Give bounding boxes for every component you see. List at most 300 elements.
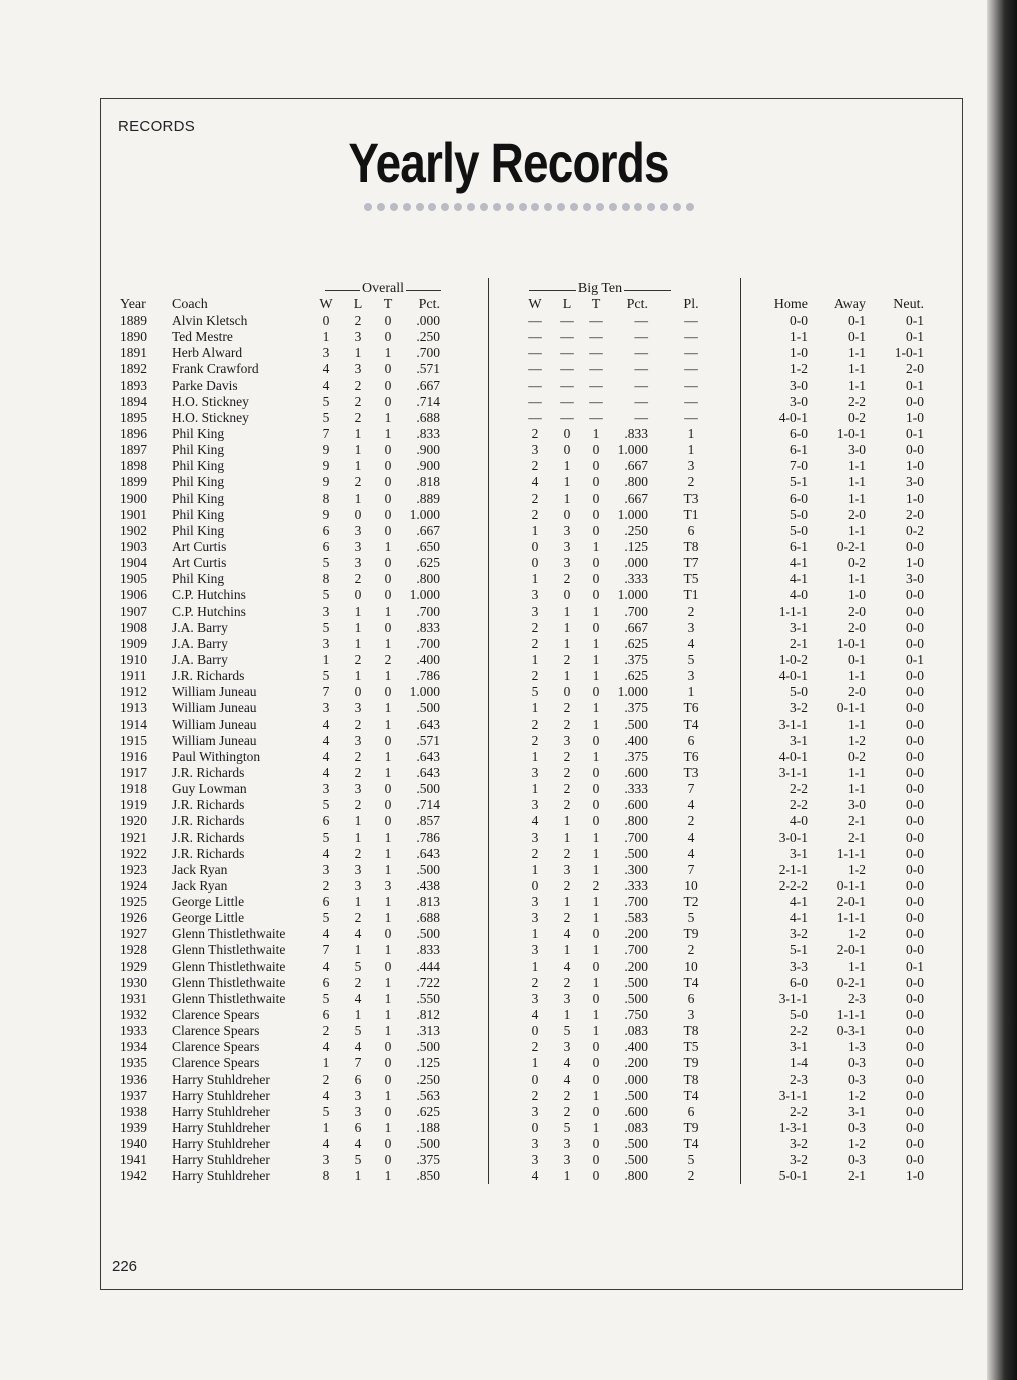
- divider-dot: [441, 203, 449, 211]
- home-cell: 4-0: [790, 587, 808, 603]
- table-row: [0, 571, 1017, 587]
- bigten-w-cell: 1: [531, 651, 539, 667]
- bigten-l-cell: 1: [563, 894, 571, 910]
- coach-cell: Harry Stuhldreher: [172, 1168, 270, 1184]
- coach-cell: Phil King: [172, 442, 225, 458]
- overall-w-cell: 5: [322, 990, 330, 1006]
- overall-group-label: Overall: [362, 281, 404, 296]
- overall-l-cell: 1: [354, 829, 362, 845]
- table-row: [0, 894, 1017, 910]
- bigten-w-cell: 2: [531, 716, 539, 732]
- bigten-pct-cell: 1.000: [617, 684, 648, 700]
- overall-pct-cell: .812: [416, 1007, 440, 1023]
- overall-pct-cell: .625: [416, 555, 440, 571]
- year-cell: 1936: [120, 1071, 147, 1087]
- home-cell: 3-1: [790, 845, 808, 861]
- home-cell: 3-1: [790, 732, 808, 748]
- bigten-pct-cell: —: [634, 329, 648, 345]
- overall-w-cell: 4: [322, 1087, 330, 1103]
- bigten-t-cell: —: [589, 345, 603, 361]
- neutral-cell: 0-0: [906, 1136, 924, 1152]
- overall-t-cell: 0: [384, 732, 392, 748]
- table-row: [0, 329, 1017, 345]
- home-cell: 3-1: [790, 1039, 808, 1055]
- bigten-w-cell: 3: [531, 442, 539, 458]
- bigten-t-cell: 0: [592, 506, 600, 522]
- coach-cell: George Little: [172, 910, 245, 926]
- place-cell: 3: [687, 668, 695, 684]
- table-row: [0, 394, 1017, 410]
- bigten-l-cell: 0: [563, 684, 571, 700]
- place-cell: 4: [687, 829, 695, 845]
- overall-t-cell: 1: [384, 1168, 392, 1184]
- bigten-pct-cell: .333: [624, 877, 648, 893]
- table-row: [0, 1007, 1017, 1023]
- bigten-t-cell: 2: [592, 877, 600, 893]
- place-cell: T3: [683, 764, 699, 780]
- place-cell: 1: [687, 425, 695, 441]
- place-cell: 7: [687, 781, 695, 797]
- overall-w-cell: 4: [322, 361, 330, 377]
- away-cell: 0-2-1: [836, 538, 866, 554]
- bigten-pct-cell: .333: [624, 781, 648, 797]
- bigten-l-cell: 1: [563, 1007, 571, 1023]
- overall-t-cell: 0: [384, 813, 392, 829]
- overall-w-cell: 3: [322, 861, 330, 877]
- overall-t-cell: 2: [384, 651, 392, 667]
- bigten-pct-cell: 1.000: [617, 587, 648, 603]
- table-row: [0, 959, 1017, 975]
- place-cell: 1: [687, 684, 695, 700]
- home-cell: 7-0: [790, 458, 808, 474]
- coach-cell: Harry Stuhldreher: [172, 1071, 270, 1087]
- bigten-t-cell: 1: [592, 668, 600, 684]
- overall-pct-cell: .250: [416, 1071, 440, 1087]
- bigten-l-cell: 3: [563, 990, 571, 1006]
- place-cell: 2: [687, 813, 695, 829]
- overall-w-cell: 5: [322, 409, 330, 425]
- away-cell: 1-1: [848, 764, 866, 780]
- bigten-w-cell: 0: [531, 538, 539, 554]
- place-cell: 7: [687, 861, 695, 877]
- overall-pct-cell: .786: [416, 829, 440, 845]
- coach-cell: Ted Mestre: [172, 329, 233, 345]
- overall-l-cell: 2: [354, 910, 362, 926]
- divider-dot: [467, 203, 475, 211]
- table-row: [0, 878, 1017, 894]
- bigten-t-cell: —: [589, 313, 603, 328]
- overall-t-cell: 0: [384, 393, 392, 409]
- section-label: RECORDS: [118, 118, 196, 135]
- overall-w-cell: 9: [322, 506, 330, 522]
- overall-l-cell: 6: [354, 1071, 362, 1087]
- overall-w-cell: 6: [322, 894, 330, 910]
- overall-w-cell: 5: [322, 619, 330, 635]
- overall-l-cell: 3: [354, 781, 362, 797]
- home-cell: 2-2: [790, 1023, 808, 1039]
- overall-t-cell: 1: [384, 538, 392, 554]
- coach-cell: J.A. Barry: [172, 651, 228, 667]
- neutral-cell: 0-0: [906, 442, 924, 458]
- home-cell: 5-0: [790, 1007, 808, 1023]
- overall-w-cell: 9: [322, 458, 330, 474]
- away-cell: 0-2: [848, 555, 866, 571]
- overall-t-cell: 1: [384, 345, 392, 361]
- bigten-w-cell: 3: [531, 829, 539, 845]
- away-cell: 0-3: [848, 1071, 866, 1087]
- overall-t-cell: 0: [384, 506, 392, 522]
- bigten-w-cell: 1: [531, 958, 539, 974]
- home-cell: 3-1-1: [778, 990, 808, 1006]
- neutral-cell: 0-0: [906, 910, 924, 926]
- home-cell: 5-1: [790, 474, 808, 490]
- bigten-pct-cell: .625: [624, 635, 648, 651]
- coach-cell: J.A. Barry: [172, 635, 228, 651]
- overall-t-cell: 1: [384, 748, 392, 764]
- overall-w-cell: 8: [322, 490, 330, 506]
- neutral-cell: 0-0: [906, 845, 924, 861]
- divider-dot: [364, 203, 372, 211]
- bigten-t-cell: 1: [592, 1007, 600, 1023]
- place-cell: 2: [687, 1168, 695, 1184]
- home-cell: 5-1: [790, 942, 808, 958]
- bigten-t-cell: 0: [592, 684, 600, 700]
- overall-pct-cell: .550: [416, 990, 440, 1006]
- bigten-l-cell: 1: [563, 829, 571, 845]
- bigten-l-cell: 3: [563, 1152, 571, 1168]
- overall-pct-cell: .889: [416, 490, 440, 506]
- overall-l-cell: 3: [354, 329, 362, 345]
- table-row: [0, 361, 1017, 377]
- bigten-w-cell: 1: [531, 748, 539, 764]
- table-row: [0, 410, 1017, 426]
- overall-pct-cell: .313: [416, 1023, 440, 1039]
- place-cell: 5: [687, 651, 695, 667]
- bigten-t-cell: 1: [592, 748, 600, 764]
- neutral-cell: 0-0: [906, 1007, 924, 1023]
- table-row: [0, 926, 1017, 942]
- overall-pct-cell: .444: [416, 958, 440, 974]
- home-cell: 5-0: [790, 522, 808, 538]
- place-cell: —: [684, 329, 698, 345]
- bigten-pct-cell: .667: [624, 490, 648, 506]
- overall-l-cell: 0: [354, 684, 362, 700]
- bigten-l-cell: —: [560, 377, 574, 393]
- overall-t-cell: 1: [384, 603, 392, 619]
- place-cell: —: [684, 361, 698, 377]
- bigten-pct-cell: .700: [624, 942, 648, 958]
- away-cell: 0-1: [848, 313, 866, 328]
- bigten-pct-cell: —: [634, 313, 648, 328]
- home-cell: 4-1: [790, 555, 808, 571]
- overall-t-cell: 0: [384, 1071, 392, 1087]
- coach-cell: Clarence Spears: [172, 1039, 260, 1055]
- overall-l-cell: 1: [354, 345, 362, 361]
- page-number: 226: [112, 1258, 138, 1275]
- bigten-l-cell: 1: [563, 474, 571, 490]
- home-cell: 2-1: [790, 635, 808, 651]
- home-cell: 1-2: [790, 361, 808, 377]
- overall-pct-cell: .438: [416, 877, 440, 893]
- overall-t-cell: 0: [384, 1152, 392, 1168]
- bigten-t-cell: 0: [592, 1136, 600, 1152]
- divider-dot: [454, 203, 462, 211]
- year-cell: 1899: [120, 474, 147, 490]
- divider-dot: [647, 203, 655, 211]
- bigten-l-cell: 3: [563, 522, 571, 538]
- bigten-t-cell: 0: [592, 990, 600, 1006]
- home-cell: 2-2: [790, 797, 808, 813]
- bigten-pct-cell: .400: [624, 1039, 648, 1055]
- table-row: [0, 991, 1017, 1007]
- overall-w-cell: 2: [322, 1071, 330, 1087]
- col-header-overall-t: T: [383, 297, 393, 312]
- bigten-l-cell: 0: [563, 425, 571, 441]
- bigten-pct-cell: .200: [624, 1055, 648, 1071]
- year-cell: 1918: [120, 781, 147, 797]
- bigten-t-cell: 0: [592, 781, 600, 797]
- bigten-t-cell: 0: [592, 571, 600, 587]
- overall-pct-cell: .643: [416, 845, 440, 861]
- home-cell: 2-2: [790, 781, 808, 797]
- table-row: [0, 1136, 1017, 1152]
- overall-l-cell: 3: [354, 732, 362, 748]
- bigten-t-cell: 0: [592, 474, 600, 490]
- bigten-pct-cell: .667: [624, 619, 648, 635]
- bigten-l-cell: 2: [563, 700, 571, 716]
- neutral-cell: 0-0: [906, 894, 924, 910]
- overall-pct-cell: .188: [416, 1120, 440, 1136]
- overall-l-cell: 3: [354, 555, 362, 571]
- overall-t-cell: 1: [384, 829, 392, 845]
- home-cell: 6-0: [790, 974, 808, 990]
- neutral-cell: 0-0: [906, 587, 924, 603]
- table-row: [0, 1120, 1017, 1136]
- table-row: [0, 668, 1017, 684]
- divider-dot: [531, 203, 539, 211]
- bigten-pct-cell: .833: [624, 425, 648, 441]
- overall-t-cell: 0: [384, 684, 392, 700]
- coach-cell: William Juneau: [172, 684, 257, 700]
- neutral-cell: 0-0: [906, 926, 924, 942]
- bigten-pct-cell: —: [634, 361, 648, 377]
- place-cell: 3: [687, 619, 695, 635]
- overall-t-cell: 0: [384, 797, 392, 813]
- year-cell: 1939: [120, 1120, 147, 1136]
- coach-cell: Jack Ryan: [172, 861, 228, 877]
- bigten-pct-cell: .600: [624, 797, 648, 813]
- table-row: [0, 942, 1017, 958]
- bigten-t-cell: 1: [592, 894, 600, 910]
- divider-dot: [390, 203, 398, 211]
- home-cell: 2-2-2: [778, 877, 808, 893]
- year-cell: 1930: [120, 974, 147, 990]
- overall-t-cell: 0: [384, 1136, 392, 1152]
- coach-cell: Harry Stuhldreher: [172, 1136, 270, 1152]
- away-cell: 1-1: [848, 781, 866, 797]
- bigten-l-cell: 4: [563, 958, 571, 974]
- overall-t-cell: 0: [384, 329, 392, 345]
- year-cell: 1928: [120, 942, 147, 958]
- bigten-w-cell: 3: [531, 1152, 539, 1168]
- bigten-pct-cell: .400: [624, 732, 648, 748]
- overall-w-cell: 4: [322, 1039, 330, 1055]
- home-cell: 5-0-1: [778, 1168, 808, 1184]
- neutral-cell: 0-2: [906, 522, 924, 538]
- bigten-l-cell: 2: [563, 764, 571, 780]
- bigten-t-cell: 0: [592, 732, 600, 748]
- home-cell: 3-0-1: [778, 829, 808, 845]
- bigten-w-cell: 0: [531, 1023, 539, 1039]
- overall-w-cell: 5: [322, 555, 330, 571]
- bigten-w-cell: 3: [531, 1136, 539, 1152]
- coach-cell: Glenn Thistlethwaite: [172, 958, 286, 974]
- bigten-t-cell: 0: [592, 958, 600, 974]
- bigten-w-cell: 1: [531, 926, 539, 942]
- coach-cell: J.R. Richards: [172, 668, 245, 684]
- table-row: [0, 733, 1017, 749]
- table-row: [0, 765, 1017, 781]
- year-cell: 1919: [120, 797, 147, 813]
- bigten-w-cell: 2: [531, 490, 539, 506]
- overall-t-cell: 1: [384, 409, 392, 425]
- bigten-t-cell: —: [589, 361, 603, 377]
- table-row: [0, 426, 1017, 442]
- overall-t-cell: 1: [384, 1087, 392, 1103]
- overall-pct-cell: .625: [416, 1103, 440, 1119]
- year-cell: 1910: [120, 651, 147, 667]
- bigten-l-cell: 1: [563, 668, 571, 684]
- neutral-cell: 3-0: [906, 474, 924, 490]
- bigten-pct-cell: —: [634, 409, 648, 425]
- overall-t-cell: 0: [384, 361, 392, 377]
- bigten-t-cell: 0: [592, 764, 600, 780]
- bigten-t-cell: —: [589, 329, 603, 345]
- bigten-pct-cell: .125: [624, 538, 648, 554]
- bigten-w-cell: 0: [531, 1071, 539, 1087]
- col-header-away: Away: [833, 297, 866, 312]
- coach-cell: H.O. Stickney: [172, 409, 249, 425]
- overall-t-cell: 0: [384, 781, 392, 797]
- bigten-pct-cell: .250: [624, 522, 648, 538]
- overall-l-cell: 2: [354, 474, 362, 490]
- overall-l-cell: 1: [354, 619, 362, 635]
- overall-l-cell: 1: [354, 942, 362, 958]
- bigten-t-cell: —: [589, 377, 603, 393]
- away-cell: 2-1: [848, 813, 866, 829]
- bigten-w-cell: 1: [531, 1055, 539, 1071]
- home-cell: 4-0-1: [778, 409, 808, 425]
- bigten-t-cell: —: [589, 409, 603, 425]
- overall-pct-cell: .000: [416, 313, 440, 328]
- year-cell: 1942: [120, 1168, 147, 1184]
- place-cell: 6: [687, 1103, 695, 1119]
- away-cell: 0-1-1: [836, 700, 866, 716]
- overall-w-cell: 4: [322, 926, 330, 942]
- home-cell: 3-1-1: [778, 1087, 808, 1103]
- col-header-bigten-pct: Pct.: [626, 297, 648, 312]
- home-cell: 1-0-2: [778, 651, 808, 667]
- year-cell: 1931: [120, 990, 147, 1006]
- table-row: [0, 1023, 1017, 1039]
- overall-w-cell: 4: [322, 377, 330, 393]
- place-cell: T3: [683, 490, 699, 506]
- col-header-neutral: Neut.: [893, 297, 924, 312]
- neutral-cell: 0-0: [906, 813, 924, 829]
- overall-w-cell: 6: [322, 538, 330, 554]
- bigten-pct-cell: .500: [624, 974, 648, 990]
- coach-cell: Phil King: [172, 425, 225, 441]
- place-cell: —: [684, 409, 698, 425]
- coach-cell: J.R. Richards: [172, 813, 245, 829]
- overall-pct-cell: .833: [416, 619, 440, 635]
- overall-w-cell: 4: [322, 716, 330, 732]
- overall-pct-cell: .500: [416, 861, 440, 877]
- bigten-t-cell: 1: [592, 538, 600, 554]
- away-cell: 1-2: [848, 1087, 866, 1103]
- year-cell: 1934: [120, 1039, 147, 1055]
- overall-pct-cell: .650: [416, 538, 440, 554]
- overall-w-cell: 4: [322, 764, 330, 780]
- neutral-cell: 3-0: [906, 571, 924, 587]
- overall-l-cell: 4: [354, 1136, 362, 1152]
- records-table-body: [0, 313, 1017, 1185]
- col-header-overall-w: W: [319, 297, 333, 312]
- coach-cell: Phil King: [172, 522, 225, 538]
- bigten-pct-cell: .300: [624, 861, 648, 877]
- place-cell: 4: [687, 635, 695, 651]
- table-row: [0, 1088, 1017, 1104]
- bigten-l-cell: 3: [563, 732, 571, 748]
- year-cell: 1898: [120, 458, 147, 474]
- overall-t-cell: 0: [384, 571, 392, 587]
- neutral-cell: 0-0: [906, 1039, 924, 1055]
- neutral-cell: 0-0: [906, 668, 924, 684]
- bigten-w-cell: 1: [531, 781, 539, 797]
- home-cell: 4-0-1: [778, 748, 808, 764]
- year-cell: 1909: [120, 635, 147, 651]
- coach-cell: Frank Crawford: [172, 361, 259, 377]
- overall-pct-cell: .900: [416, 442, 440, 458]
- coach-cell: Parke Davis: [172, 377, 238, 393]
- neutral-cell: 0-0: [906, 732, 924, 748]
- overall-w-cell: 4: [322, 732, 330, 748]
- neutral-cell: 0-1: [906, 377, 924, 393]
- home-cell: 3-2: [790, 1152, 808, 1168]
- overall-pct-cell: 1.000: [409, 684, 440, 700]
- bigten-t-cell: —: [589, 393, 603, 409]
- bigten-l-cell: 2: [563, 845, 571, 861]
- table-row: [0, 910, 1017, 926]
- home-cell: 4-0: [790, 813, 808, 829]
- overall-w-cell: 5: [322, 393, 330, 409]
- away-cell: 2-0: [848, 619, 866, 635]
- divider-dot: [673, 203, 681, 211]
- neutral-cell: 0-1: [906, 425, 924, 441]
- overall-l-cell: 2: [354, 748, 362, 764]
- table-row: [0, 700, 1017, 716]
- place-cell: 1: [687, 442, 695, 458]
- coach-cell: Clarence Spears: [172, 1023, 260, 1039]
- coach-cell: Harry Stuhldreher: [172, 1120, 270, 1136]
- away-cell: 2-2: [848, 393, 866, 409]
- bigten-t-cell: 0: [592, 1152, 600, 1168]
- bigten-pct-cell: .500: [624, 1136, 648, 1152]
- home-cell: 3-2: [790, 926, 808, 942]
- table-row: [0, 862, 1017, 878]
- bigten-pct-cell: .800: [624, 1168, 648, 1184]
- year-cell: 1922: [120, 845, 147, 861]
